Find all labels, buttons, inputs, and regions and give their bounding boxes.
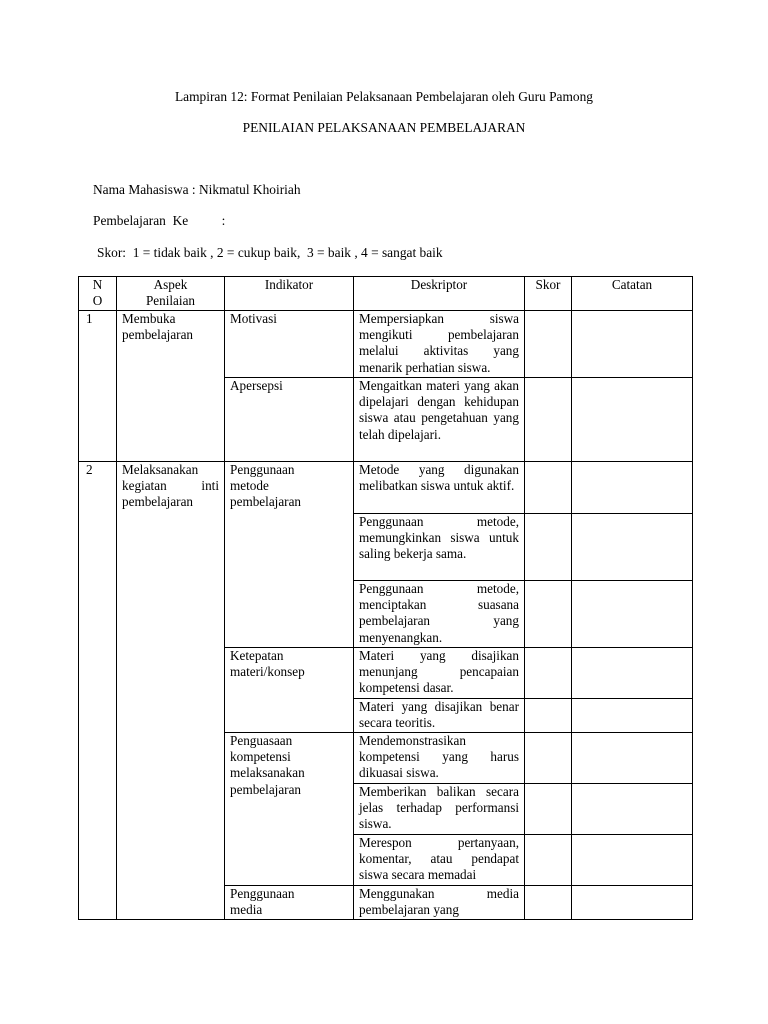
score-cell[interactable] <box>525 311 572 378</box>
aspect-cell: Melaksanakan kegiatan inti pembelajaran <box>117 462 225 920</box>
descriptor-cell: Merespon pertanyaan, komentar, atau pendapat siswa secara memadai <box>354 835 525 886</box>
descriptor-cell: Penggunaan metode, menciptakan suasana pembelajaran yang menyenangkan. <box>354 581 525 648</box>
descriptor-cell: Menggunakan media pembelajaran yang <box>354 886 525 920</box>
header-aspek: Aspek Penilaian <box>117 277 225 311</box>
score-cell[interactable] <box>525 648 572 699</box>
table-header-row <box>79 277 693 311</box>
document-subtitle: PENILAIAN PELAKSANAAN PEMBELAJARAN <box>242 120 526 135</box>
score-cell[interactable] <box>525 784 572 835</box>
score-cell[interactable] <box>525 514 572 581</box>
header-catatan: Catatan <box>572 277 693 311</box>
indicator-cell: Ketepatan materi/konsep <box>225 648 354 733</box>
score-cell[interactable] <box>525 462 572 514</box>
header-indikator: Indikator <box>225 277 354 311</box>
descriptor-cell: Metode yang digunakan melibatkan siswa untuk aktif. <box>354 462 525 514</box>
lesson-number-line: Pembelajaran Ke : <box>93 213 226 228</box>
note-cell[interactable] <box>572 378 693 462</box>
score-cell[interactable] <box>525 581 572 648</box>
indicator-cell: Penggunaan metode pembelajaran <box>225 462 354 648</box>
header-deskriptor: Deskriptor <box>354 277 525 311</box>
note-cell[interactable] <box>572 648 693 699</box>
indicator-cell: Penggunaan media <box>225 886 354 920</box>
note-cell[interactable] <box>572 514 693 581</box>
score-cell[interactable] <box>525 835 572 886</box>
score-cell[interactable] <box>525 699 572 733</box>
note-cell[interactable] <box>572 835 693 886</box>
student-name-line: Nama Mahasiswa : Nikmatul Khoiriah <box>93 182 301 197</box>
descriptor-cell: Mendemonstrasikan kompetensi yang harus dikuasai siswa. <box>354 733 525 784</box>
descriptor-cell: Mengaitkan materi yang akan dipelajari dengan kehidupan siswa atau pengetahuan yang telah dipelajari. <box>354 378 525 462</box>
descriptor-cell: Penggunaan metode, memungkinkan siswa untuk saling bekerja sama. <box>354 514 525 581</box>
indicator-cell: Apersepsi <box>225 378 354 462</box>
header-no: N O <box>79 277 117 311</box>
note-cell[interactable] <box>572 462 693 514</box>
row-number: 1 <box>79 311 117 462</box>
score-cell[interactable] <box>525 378 572 462</box>
score-legend: Skor: 1 = tidak baik , 2 = cukup baik, 3 = baik , 4 = sangat baik <box>97 245 443 260</box>
score-cell[interactable] <box>525 886 572 920</box>
aspect-cell: Membuka pembelajaran <box>117 311 225 462</box>
indicator-cell: Motivasi <box>225 311 354 378</box>
document-title: Lampiran 12: Format Penilaian Pelaksanaan Pembelajaran oleh Guru Pamong <box>175 89 593 104</box>
indicator-cell: Penguasaan kompetensi melaksanakan pembelajaran <box>225 733 354 886</box>
note-cell[interactable] <box>572 784 693 835</box>
header-skor: Skor <box>525 277 572 311</box>
note-cell[interactable] <box>572 581 693 648</box>
row-number: 2 <box>79 462 117 920</box>
note-cell[interactable] <box>572 699 693 733</box>
descriptor-cell: Mempersiapkan siswa mengikuti pembelajaran melalui aktivitas yang menarik perhatian siswa. <box>354 311 525 378</box>
assessment-table <box>78 276 693 920</box>
note-cell[interactable] <box>572 733 693 784</box>
table-row <box>79 311 693 378</box>
score-cell[interactable] <box>525 733 572 784</box>
descriptor-cell: Materi yang disajikan menunjang pencapaian kompetensi dasar. <box>354 648 525 699</box>
descriptor-cell: Memberikan balikan secara jelas terhadap performansi siswa. <box>354 784 525 835</box>
note-cell[interactable] <box>572 886 693 920</box>
table-row <box>79 462 693 514</box>
descriptor-cell: Materi yang disajikan benar secara teoritis. <box>354 699 525 733</box>
note-cell[interactable] <box>572 311 693 378</box>
